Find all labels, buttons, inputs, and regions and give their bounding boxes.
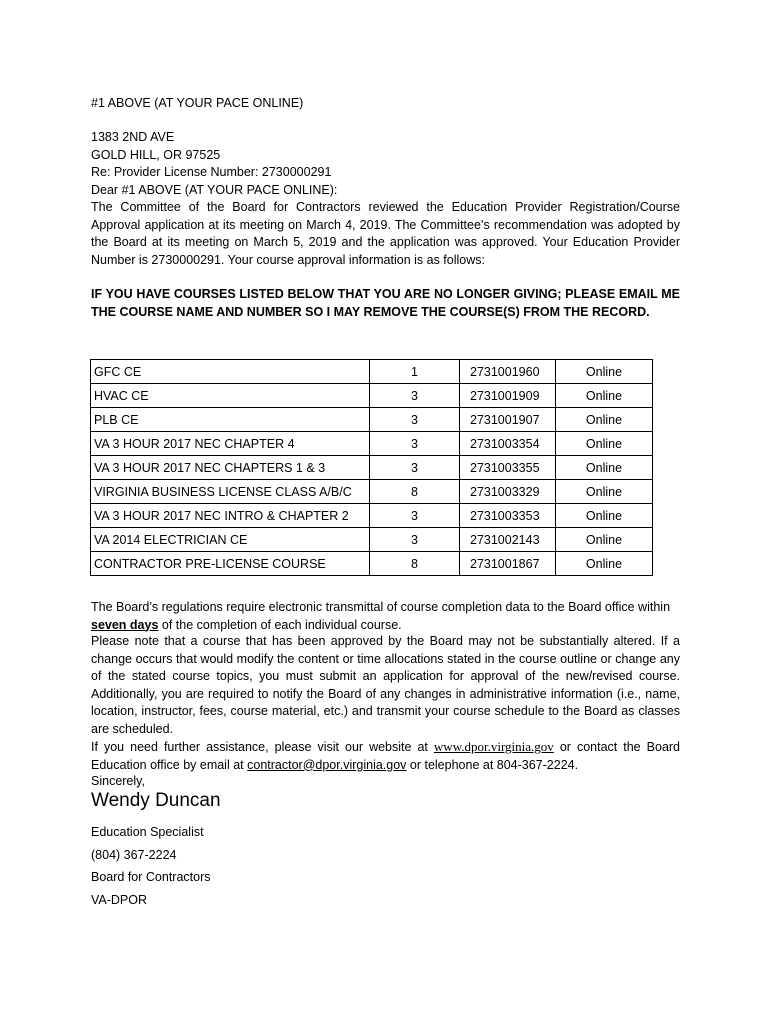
course-mode: Online — [556, 432, 653, 456]
signature-phone: (804) 367-2224 — [91, 847, 177, 862]
course-number: 2731003354 — [460, 432, 556, 456]
course-row — [91, 480, 653, 504]
course-hours: 1 — [370, 360, 460, 384]
seven-days-emphasis: seven days — [91, 617, 159, 632]
course-number: 2731002143 — [460, 528, 556, 552]
signature-block — [91, 821, 211, 911]
course-row — [91, 408, 653, 432]
course-number: 2731001867 — [460, 552, 556, 576]
recipient-name: #1 ABOVE (AT YOUR PACE ONLINE) — [91, 96, 304, 110]
course-mode: Online — [556, 384, 653, 408]
course-hours: 3 — [370, 456, 460, 480]
course-number: 2731001907 — [460, 408, 556, 432]
course-table — [90, 359, 653, 576]
course-mode: Online — [556, 528, 653, 552]
signature-board: Board for Contractors — [91, 870, 211, 884]
course-name: GFC CE — [91, 360, 370, 384]
course-name: HVAC CE — [91, 384, 370, 408]
closing: Sincerely, — [91, 774, 145, 788]
signature-agency: VA-DPOR — [91, 892, 148, 907]
course-mode: Online — [556, 408, 653, 432]
address-block — [91, 129, 680, 199]
assistance-text: If you need further assistance, please visit our website at — [91, 740, 434, 754]
course-name: VA 3 HOUR 2017 NEC CHAPTER 4 — [91, 432, 370, 456]
address-line-1: 1383 2ND AVE — [91, 130, 175, 144]
course-hours: 3 — [370, 504, 460, 528]
alteration-paragraph: Please note that a course that has been approved by the Board may not be substantially altered. If a change occurs that would modify the content or time allocations stated in the course outline or change any of the stated course topics, you must submit an application for approval of the new/revised course. Additionally, you are required to notify the Board of any changes in administrative information (i.e., name, location, instructor, fees, course material, etc.) and transmit your course schedule to the Board as classes are scheduled. — [91, 634, 680, 736]
course-hours: 8 — [370, 552, 460, 576]
course-mode: Online — [556, 480, 653, 504]
course-hours: 3 — [370, 384, 460, 408]
removal-notice: IF YOU HAVE COURSES LISTED BELOW THAT YOU ARE NO LONGER GIVING; PLEASE EMAIL ME THE COURSE NAME AND NUMBER SO I MAY REMOVE THE COURSE(S) FROM THE RECORD. — [91, 287, 680, 319]
course-hours: 3 — [370, 408, 460, 432]
salutation: Dear #1 ABOVE (AT YOUR PACE ONLINE): — [91, 182, 338, 197]
regulations-text: The Board’s regulations require electronic transmittal of course completion data to the Board office within — [91, 600, 671, 614]
course-hours: 8 — [370, 480, 460, 504]
course-hours: 3 — [370, 528, 460, 552]
course-name: PLB CE — [91, 408, 370, 432]
course-row — [91, 360, 653, 384]
course-row — [91, 504, 653, 528]
course-number: 2731003329 — [460, 480, 556, 504]
course-number: 2731003355 — [460, 456, 556, 480]
assistance-text-middle: or contact the Board Education office by email at — [91, 740, 681, 772]
email-link[interactable]: contractor@dpor.virginia.gov — [247, 757, 407, 772]
intro-paragraph: The Committee of the Board for Contractors reviewed the Education Provider Registration/Course Approval application at its meeting on March 4, 2019. The Committee’s recommendation was adopted by the Board at its meeting on March 5, 2019 and the application was approved. Your Education Provider Number is 2730000291. Your course approval information is as follows: — [91, 200, 680, 267]
signature-name: Wendy Duncan — [91, 790, 221, 811]
course-name: VA 3 HOUR 2017 NEC CHAPTERS 1 & 3 — [91, 456, 370, 480]
course-name: VIRGINIA BUSINESS LICENSE CLASS A/B/C — [91, 480, 370, 504]
regulations-paragraph — [91, 599, 680, 634]
course-row — [91, 384, 653, 408]
course-mode: Online — [556, 552, 653, 576]
course-name: VA 3 HOUR 2017 NEC INTRO & CHAPTER 2 — [91, 504, 370, 528]
course-row — [91, 528, 653, 552]
course-name: VA 2014 ELECTRICIAN CE — [91, 528, 370, 552]
course-mode: Online — [556, 456, 653, 480]
course-number: 2731001960 — [460, 360, 556, 384]
assistance-paragraph — [91, 738, 680, 774]
course-name: CONTRACTOR PRE-LICENSE COURSE — [91, 552, 370, 576]
course-hours: 3 — [370, 432, 460, 456]
course-row — [91, 456, 653, 480]
assistance-text-end: or telephone at 804-367-2224. — [406, 757, 579, 772]
re-line: Re: Provider License Number: 2730000291 — [91, 165, 332, 179]
website-link[interactable]: www.dpor.virginia.gov — [433, 739, 554, 754]
course-mode: Online — [556, 504, 653, 528]
signature-title: Education Specialist — [91, 825, 204, 839]
address-line-2: GOLD HILL, OR 97525 — [91, 147, 221, 162]
course-number: 2731003353 — [460, 504, 556, 528]
course-row — [91, 432, 653, 456]
regulations-text-end: of the completion of each individual course. — [158, 617, 402, 632]
course-mode: Online — [556, 360, 653, 384]
course-row — [91, 552, 653, 576]
course-number: 2731001909 — [460, 384, 556, 408]
